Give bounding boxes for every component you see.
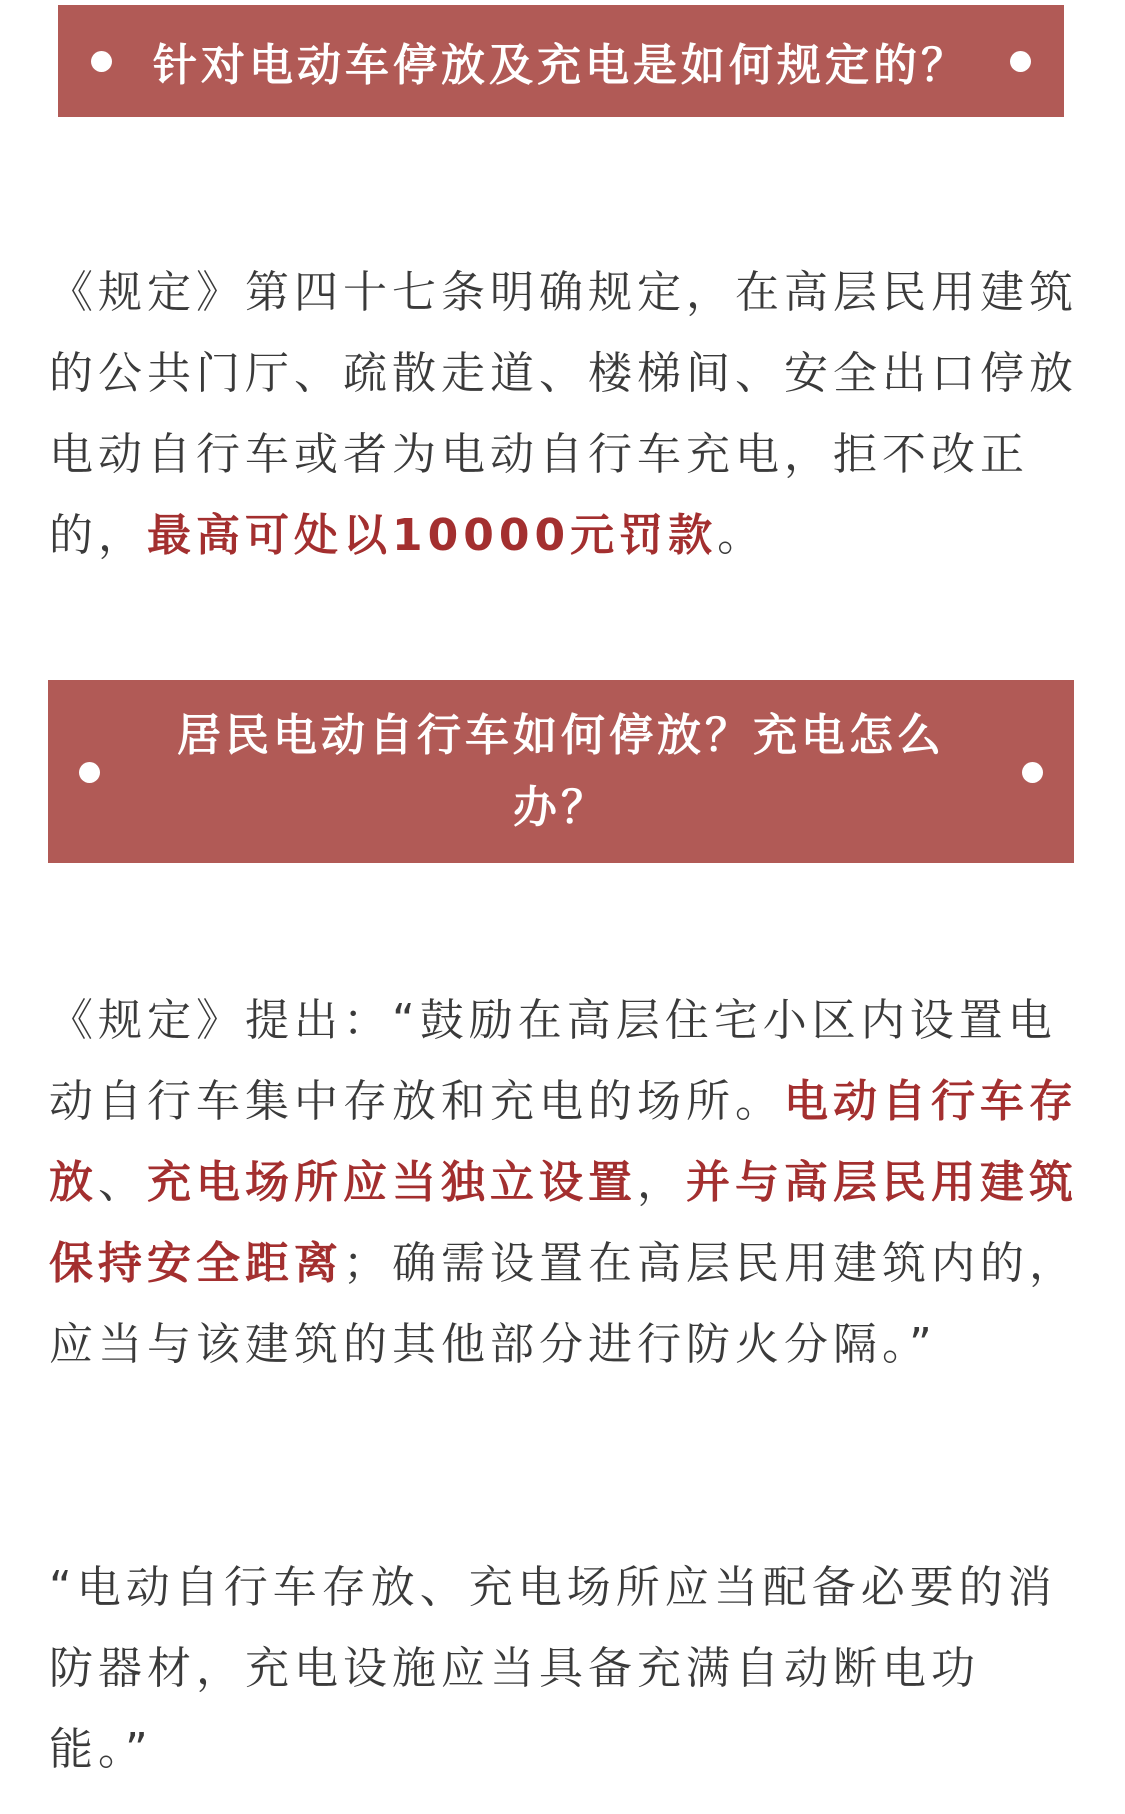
- highlight-storage: 电动自行车存放: [49, 1076, 1078, 1208]
- paragraph-text: 。: [717, 510, 767, 561]
- highlight-fine: 最高可处以10000元罚款: [147, 510, 718, 561]
- paragraph-text: 《规定》第四十七条明确规定，在高层民用建筑的公共门厅、疏散走道、楼梯间、安全出口停放电动自行车或者为电动自行车充电，拒不改正的，: [49, 267, 1078, 561]
- bullet-dot-icon: [79, 762, 100, 783]
- section-heading-banner-2: [48, 680, 1074, 863]
- highlight-safe-distance: 并与高层民用建筑保持安全距离: [49, 1157, 1078, 1289]
- paragraph-text: ；确需设置在高层民用建筑内的，应当与该建筑的其他部分进行防火分隔。”: [49, 1238, 1078, 1370]
- highlight-independent-setup: 充电场所应当独立设置: [147, 1157, 637, 1208]
- bullet-dot-icon: [1022, 762, 1043, 783]
- paragraph-regulation-article-47: [49, 252, 1079, 576]
- section-heading-banner-1: [58, 5, 1064, 117]
- paragraph-text: 、: [98, 1157, 147, 1208]
- paragraph-regulation-equipment: “电动自行车存放、充电场所应当配备必要的消防器材，充电设施应当具备充满自动断电功能。”: [49, 1562, 1057, 1775]
- bullet-dot-icon: [91, 51, 112, 72]
- paragraph-regulation-parking: [49, 980, 1079, 1385]
- paragraph-text: ，: [637, 1157, 686, 1208]
- section-heading-1: 针对电动车停放及充电是如何规定的？: [153, 40, 969, 91]
- section-heading-2: 居民电动自行车如何停放？充电怎么办？: [177, 709, 945, 833]
- paragraph-text: 《规定》提出：“鼓励在高层住宅小区内设置电动自行车集中存放和充电的场所。: [49, 995, 1057, 1127]
- bullet-dot-icon: [1010, 51, 1031, 72]
